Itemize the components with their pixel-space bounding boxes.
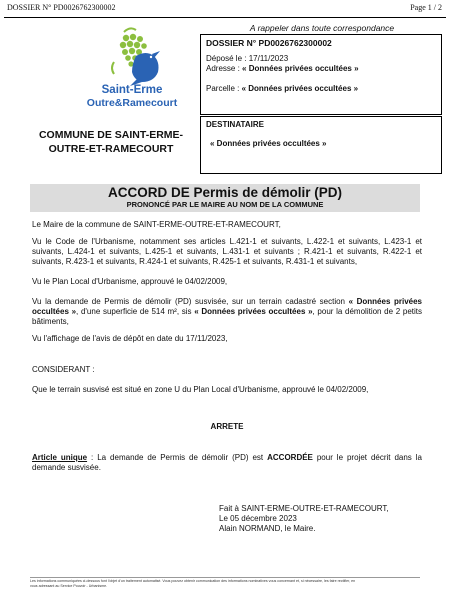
arrete-heading: ARRETE: [210, 422, 244, 431]
footer-notice: [30, 579, 420, 589]
dossier-box: [200, 34, 442, 115]
decision-title-banner: [30, 184, 420, 212]
article-decision: ACCORDÉE: [267, 453, 313, 462]
article-text-c: pour le projet décrit dans la demande susvisée.: [32, 453, 422, 473]
correspondence-reminder: A rappeler dans toute correspondance: [249, 23, 395, 33]
commune-line2: OUTRE-ET-RAMECOURT: [48, 143, 174, 155]
article-paragraph: [32, 453, 422, 473]
considerant-heading: CONSIDERANT :: [32, 365, 95, 374]
request-site-value: « Données privées occultées »: [194, 307, 313, 317]
signature-name: Alain NORMAND, le Maire.: [219, 524, 316, 533]
display-paragraph: Vu l'affichage de l'avis de dépôt en date du 17/11/2023,: [32, 334, 228, 343]
signature-place: Fait à SAINT-ERME-OUTRE-ET-RAMECOURT,: [219, 504, 389, 513]
parcel-value: « Données privées occultées »: [241, 84, 359, 93]
article-label: Article unique: [32, 453, 88, 462]
zone-paragraph: Que le terrain susvisé est situé en zone U du Plan Local d'Urbanisme, approuvé le 04/02/2009,: [32, 385, 369, 394]
commune-logo: [80, 26, 188, 116]
plu-paragraph: Vu le Plan Local d'Urbanisme, approuvé le 04/02/2009,: [32, 277, 228, 286]
request-section-value: « Données privées occultées »: [32, 297, 423, 317]
article-text-a: : La demande de Permis de démolir (PD) est: [87, 453, 268, 462]
footer-line2: vous adressant au Service Pouvoir - Urbanisme.: [30, 584, 108, 588]
footer-divider: [30, 577, 420, 578]
recipient-box: [200, 116, 442, 174]
recipient-label: DESTINATAIRE: [206, 120, 264, 129]
logo-line1: Saint-Erme: [101, 84, 163, 96]
request-text-a: Vu la demande de Permis de démolir (PD) susvisée, sur un terrain cadastré section: [32, 297, 349, 306]
recipient-value: « Données privées occultées »: [210, 139, 327, 148]
header-dossier-ref: DOSSIER N° PD0026762300002: [7, 3, 116, 12]
logo-line2: Outre&Ramecourt: [86, 97, 178, 109]
page-number: Page 1 / 2: [410, 3, 442, 12]
commune-line1: COMMUNE DE SAINT-ERME-: [38, 129, 184, 141]
request-text-e: , pour la démolition de 2 petits bâtiments,: [32, 307, 423, 327]
address-line: [206, 64, 436, 74]
address-value: « Données privées occultées »: [242, 64, 359, 73]
request-paragraph: [32, 297, 422, 328]
footer-line1: Les informations communiquées ci-dessous font l'objet d'un traitement automatisé. Vous pouvez obtenir communication des informations nominatives vous concernant et, si nécessaire, les faire rectifier, en: [30, 579, 356, 583]
header-divider: [4, 17, 446, 18]
address-label: Adresse :: [206, 64, 243, 73]
code-urbanisme-paragraph: Vu le Code de l'Urbanisme, notamment ses articles L.421-1 et suivants, L.422-1 et suivants, L.423-1 et suivants, L.424-1 et suivants, L.425-1 et suivants, L.431-1 et suivants ; R.421-1 et suivants, R.422-1 et suivants, R.423-1 et suivants, R.424-1 et suivants, R.425-1 et suivants, R.431-1 et suivants,: [32, 237, 422, 267]
decision-title: ACCORD DE Permis de démolir (PD): [107, 185, 343, 200]
deposit-date: Déposé le : 17/11/2023: [206, 54, 289, 63]
mayor-paragraph: Le Maire de la commune de SAINT-ERME-OUTRE-ET-RAMECOURT,: [32, 220, 281, 229]
commune-name: [18, 128, 204, 156]
parcel-label: Parcelle :: [206, 84, 242, 93]
request-text-c: , d'une superficie de 514 m², sis: [76, 307, 195, 317]
parcel-line: [206, 84, 436, 94]
signature-block: [219, 504, 389, 534]
dossier-number: DOSSIER N° PD0026762300002: [206, 38, 332, 48]
decision-subtitle: PRONONCÉ PAR LE MAIRE AU NOM DE LA COMMUNE: [126, 200, 324, 209]
signature-date: Le 05 décembre 2023: [219, 514, 297, 523]
